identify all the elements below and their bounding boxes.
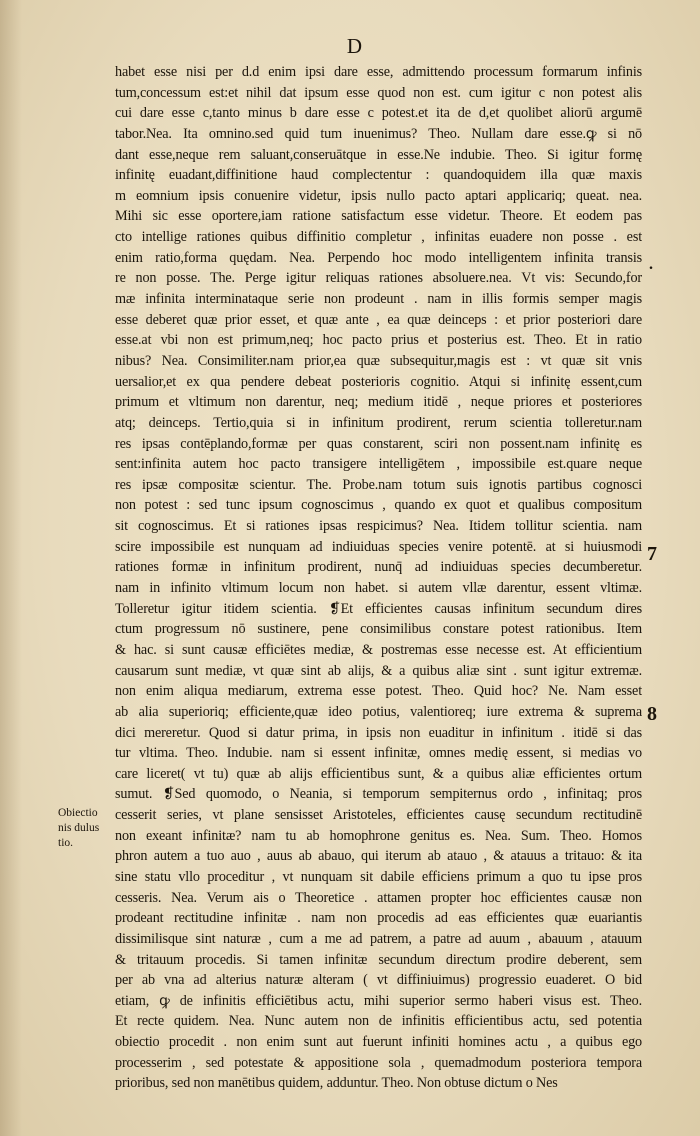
text-line: ctum progressum nō sustinere, pene consimilibus constare potest rationibus. Item [115,621,642,638]
text-line: tum,concessum est:et nihil dat ipsum esse quod non est. cum igitur c non potest alis [115,84,642,101]
marginal-note [58,806,112,851]
text-line: sent:infinita autem hoc pacto transigere intelligētem , impossibile est.quare neque [115,456,642,473]
marginal-note-line: tio. [58,837,74,849]
text-line: nam in infinito vltimum locum non habet. si autem vllæ darentur, essent vltimæ. [115,580,642,597]
text-line: sine statu vllo proceditur , vt nunquam sit dabile efficiens primum a quo tu ipse pros [115,868,642,885]
text-line: Et recte quidem. Nea. Nunc autem non de infinitis efficientibus actu, sed potentia [115,1013,642,1030]
text-line: cto intellige rationes quibus diffinitio completur , infinitas euadere non posse . est [115,229,642,246]
text-line: phron autem a tuo auo , auus ab abauo, qui iterum ab atauo , & atauus a tritauo: & ita [115,848,642,865]
text-line: etiam, ꝙ de infinitis efficiētibus actu, mihi superior sermo haberi visus est. Theo. [115,992,642,1009]
text-line: non enim aliqua mediarum, extrema esse potest. Theo. Quid hoc? Ne. Nam esset [115,683,642,700]
marginal-note-line: nis dulus [58,822,100,834]
text-line: prioribus, sed non manētibus quidem, adduntur. Theo. Non obtuse dictum o Nes [115,1075,558,1092]
text-line: rationes formæ in infinitum prodirent, nunq̄ ad indiuiduas species decumberetur. [115,559,642,576]
text-line: uersalior,et ex qua pendere debeat posterioris cognitio. Atqui si infinitę essent,cum [115,373,642,390]
text-line: res ipsæ compositæ scientur. The. Probe.nam totum suis ignotis partibus cognosci [115,476,642,493]
text-line: Mihi sic esse oportere,iam ratione satisfactum esse videtur. Theore. Et eodem pas [115,208,642,225]
text-line: & tritauum procedis. Si tamen infinitæ secundum directum prodire deberent, sem [115,951,642,968]
text-line: Tolleretur igitur itidem scientia. ❡Et efficientes causas infinitum secundum dires [115,600,642,617]
margin-dot: . [649,256,653,273]
text-line: esse.at vbi non est primum,neq; hoc pacto prius et posterius est. Theo. Et in ratio [115,332,642,349]
text-line: sumut. ❡Sed quomodo, o Neania, si temporum sempiternus ordo , infinitaq; pros [115,786,642,803]
text-line: mæ infinita interminataque serie non prodeunt . nam in illis formis semper magis [115,291,642,308]
text-line: atq; deinceps. Tertio,quia si in infinitum prodirent, rerum scientia tolleretur.nam [115,414,642,431]
text-line: & hac. si sunt causæ efficiētes mediæ, & postremas esse necesse est. At efficientium [115,641,642,658]
text-line: tabor.Nea. Ita omnino.sed quid tum inuenimus? Theo. Nullam dare esse.ꝙ si nō [115,125,642,142]
text-line: cesserit series, vt plane sensisset Aristoteles, efficientes causę secundum rectitudinē [115,807,642,824]
margin-number-8: 8 [647,703,657,725]
text-line: prodeant rectitudine infinitæ . nam non procedis ad eas efficientes quæ euariantis [115,910,642,927]
text-line: cesseris. Nea. Verum ais o Theoretice . attamen propter hoc efficientes causæ non [115,889,642,906]
body-text [115,62,642,1094]
text-line: non potest : sed tunc ipsum cognoscimus , quando ex quot et qualibus compositum [115,497,642,514]
text-line: esse deberet quæ prior esset, et quæ ante , ea quæ deinceps : et prior posteriori dare [115,311,642,328]
text-line: infinitę euadant,diffinitione haud complectentur : quandoquidem illa quæ maxis [115,167,642,184]
text-line: nibus? Nea. Consimiliter.nam prior,ea quæ subsequitur,magis est : vt quæ sit vnis [115,352,642,369]
text-line: sit cognoscimus. Et si rationes ipsas respicimus? Nea. Itidem tollitur scientia. nam [115,518,642,535]
text-line: primum et vltimum non darentur, neq; medium itidē , neque priores et posteriores [115,394,642,411]
text-line: per ab vna ad alterius naturæ alteram ( vt diffiniuimus) progressio euaderet. O bid [115,972,642,989]
text-line: care liceret( vt tu) quæ ab alijs efficientibus sunt, & a quibus aliæ efficientes ortum [115,765,642,782]
text-line: habet esse nisi per d.d enim ipsi dare esse, admittendo processum formarum infinis [115,64,642,80]
text-line: cui dare esse c,tanto minus b dare esse c potest.et ita de d,et quolibet aliorū argumē [115,105,642,122]
text-line: dant esse,neque rem saluant,conseruātque in esse.Ne indubie. Theo. Si igitur formę [115,146,642,163]
text-line: tur vltima. Theo. Indubie. nam si essent infinitæ, omnes medię essent, si medias vo [115,745,642,762]
marginal-note-line: Obiectio [58,807,98,819]
text-line: causarum sunt mediæ, vt quæ sint ab alijs, & a quibus aliæ sint . sunt igitur extremæ. [115,662,642,679]
text-line: non exeant infinitæ? nam tu ab homophrone genitus es. Nea. Sum. Theo. Homos [115,827,642,844]
text-line: m eomnium ipsis conuenire videtur, ipsis nullo pacto aptari applicariq; queat. nea. [115,187,642,204]
text-line: dici mereretur. Quod si datur prima, in ipsis non euaditur in infinitum . itidē si das [115,724,642,741]
text-line: processerim , sed potestate & appositione sola , quemadmodum posteriora tempora [115,1054,642,1071]
signature-mark: D [346,34,364,58]
text-line: obiectio procedit . non enim sunt aut fuerunt infiniti homines actu , a quibus ego [115,1034,642,1051]
text-line: ab alia superioriq; efficiente,quæ ideo potius, valentioreq; iure extrema & suprema [115,703,642,720]
text-line: enim ratio,forma quędam. Nea. Perpendo hoc modo intelligentem infinita transis [115,249,642,266]
margin-number-7: 7 [647,543,657,565]
text-line: scire impossibile est nunquam ad indiuiduas species venire potentē. at si huiusmodi [115,538,642,555]
text-line: res ipsas contēplando,formæ per quas constarent, sciri non possent.nam infinitę es [115,435,642,452]
text-line: re non posse. The. Perge igitur reliquas rationes absoluere.nea. Vt vis: Secundo,for [115,270,642,287]
text-line: dissimilisque sint naturæ , cum a me ad patrem, a patre ad auum , abauum , atauum [115,930,642,947]
